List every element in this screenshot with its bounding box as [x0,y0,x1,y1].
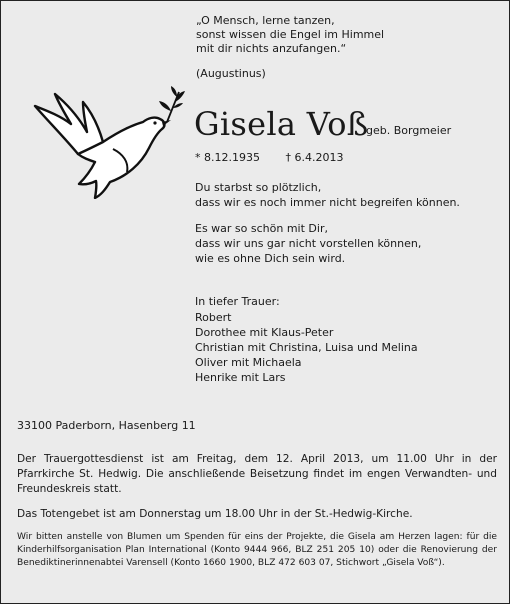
deceased-name: Gisela Voß [194,105,369,143]
verse-2: Es war so schön mit Dir, dass wir uns gar nicht vorstellen können, wie es ohne Dich sein wird. [195,222,422,265]
mourners-list [195,310,418,385]
mourner-name: Henrike mit Lars [195,371,286,384]
donation-text: Wir bitten anstelle von Blumen um Spenden für eins der Projekte, die Gisela am Herzen lagen: für die Kinderhilfsorganisation Plan International (Konto 9444 966, BLZ 251 205 10) oder die Renovierung der Benediktinerinnenabtei Varensell (Konto 1660 1900, BLZ 472 603 07, Stichwort „Gisela Voß“). [17,532,497,568]
death-date: † 6.4.2013 [285,151,344,164]
maiden-name: geb. Borgmeier [366,124,452,137]
quote-text: „O Mensch, lerne tanzen, sonst wissen die Engel im Himmel mit dir nichts anzufangen.“ [196,14,385,55]
verse-1: Du starbst so plötzlich, dass wir es noch immer nicht begreifen können. [195,181,460,209]
quote-author: (Augustinus) [196,67,266,80]
funeral-service-text: Der Trauergottesdienst ist am Freitag, dem 12. April 2013, um 11.00 Uhr in der Pfarrkirche St. Hedwig. Die anschließende Beisetzung findet im engen Verwandten- und Freundeskreis statt. [17,453,497,495]
mourners-heading: In tiefer Trauer: [195,295,280,308]
mourner-name: Christian mit Christina, Luisa und Melina [195,341,418,354]
family-address: 33100 Paderborn, Hasenberg 11 [17,419,196,432]
birth-date: * 8.12.1935 [195,151,260,164]
prayer-text: Das Totengebet ist am Donnerstag um 18.00 Uhr in der St.-Hedwig-Kirche. [17,508,413,520]
dove-with-olive-branch-icon [15,84,187,199]
life-dates [195,151,343,164]
mourner-name: Dorothee mit Klaus-Peter [195,326,334,339]
mourner-name: Oliver mit Michaela [195,356,302,369]
mourner-name: Robert [195,311,232,324]
